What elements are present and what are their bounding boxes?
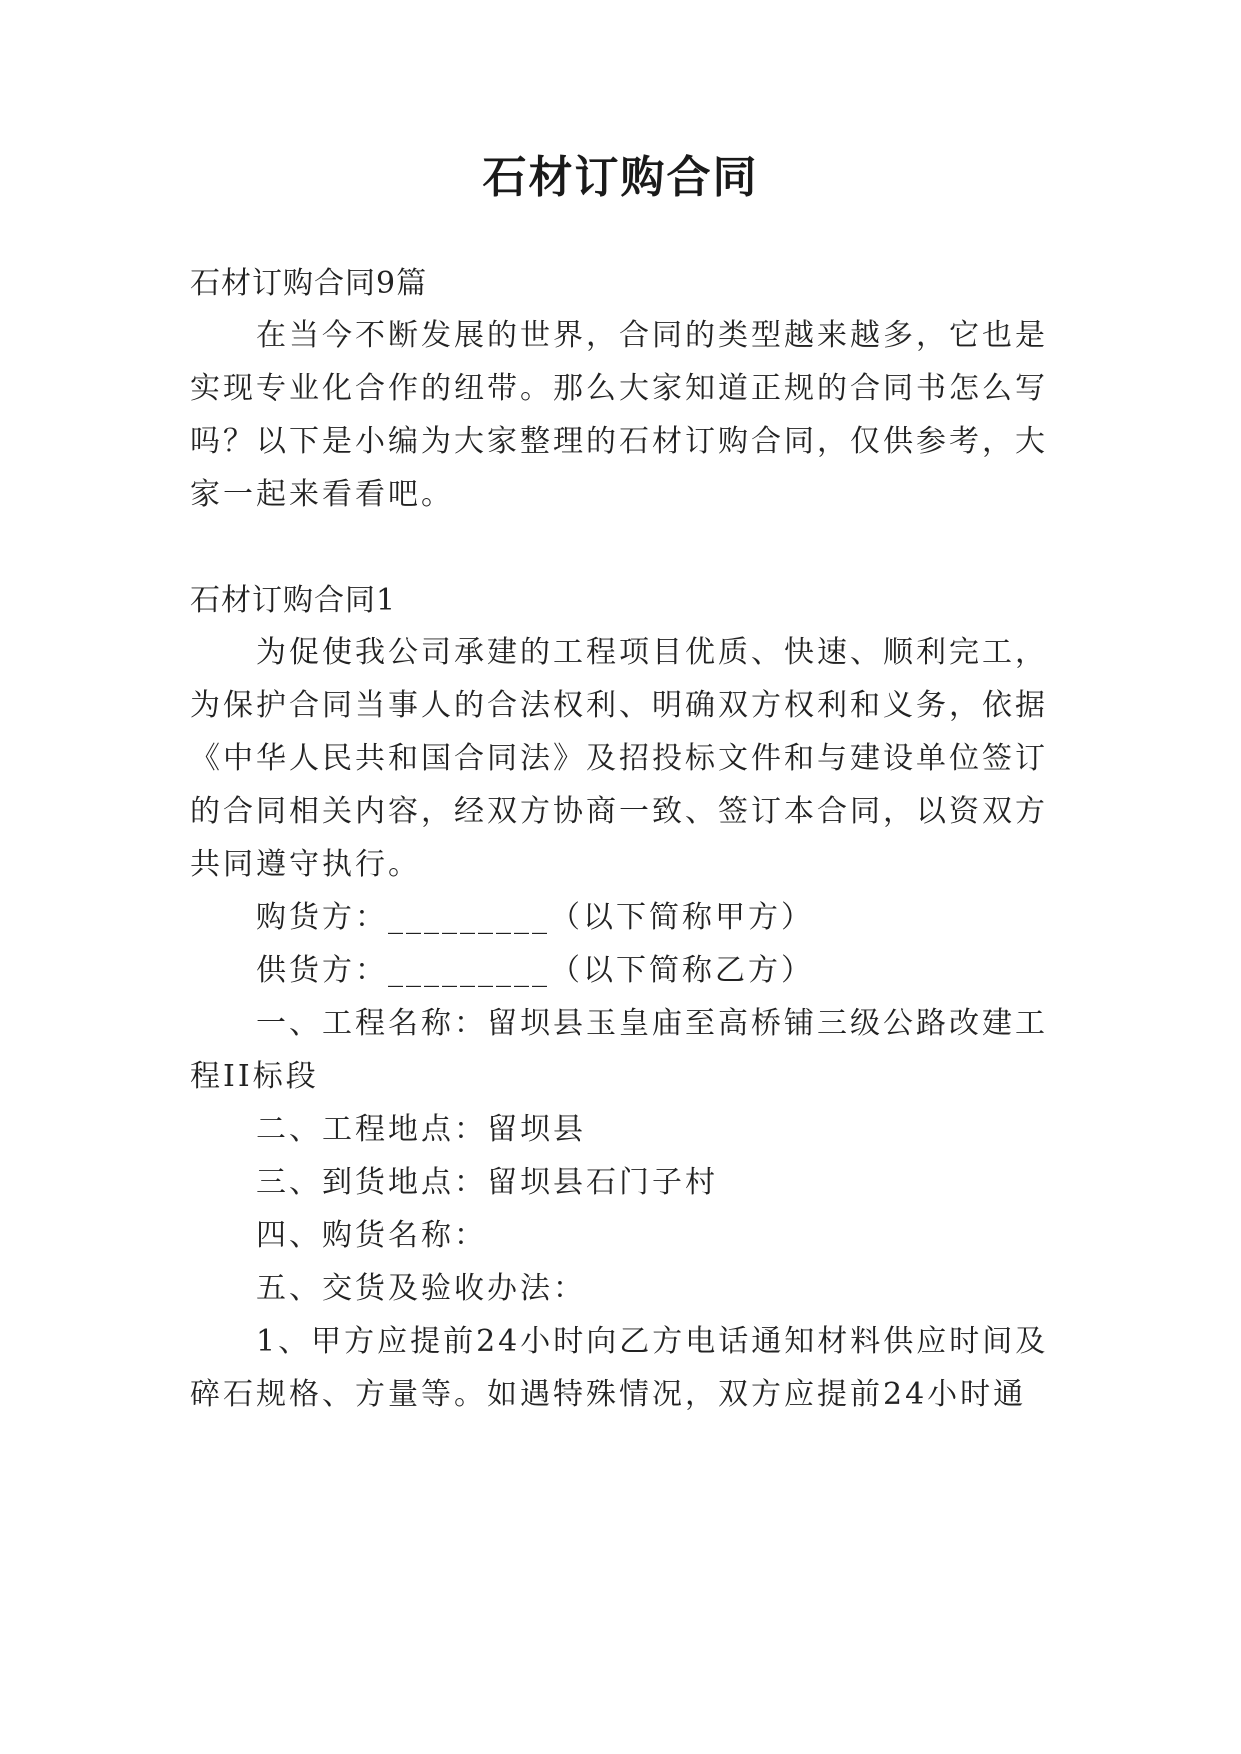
- intro-paragraph-line: 实现专业化合作的纽带。那么大家知道正规的合同书怎么写: [190, 371, 1048, 406]
- project-name-line: 一、工程名称：留坝县玉皇庙至高桥铺三级公路改建工: [256, 1006, 1048, 1041]
- intro-paragraph-line: 吗？以下是小编为大家整理的石材订购合同，仅供参考，大: [190, 424, 1048, 459]
- body-paragraph-line: 的合同相关内容，经双方协商一致、签订本合同，以资双方: [190, 794, 1048, 829]
- document-title: 石材订购合同: [482, 152, 759, 203]
- body-paragraph-line: 共同遵守执行。: [190, 847, 421, 882]
- clause-line: 碎石规格、方量等。如遇特殊情况，双方应提前24小时通: [190, 1377, 1027, 1412]
- buyer-line: 购货方：_________（以下简称甲方）: [256, 900, 814, 935]
- intro-paragraph-line: 家一起来看看吧。: [190, 477, 454, 512]
- project-location-line: 二、工程地点：留坝县: [256, 1112, 586, 1147]
- intro-paragraph-line: 在当今不断发展的世界，合同的类型越来越多，它也是: [256, 318, 1048, 353]
- body-paragraph-line: 《中华人民共和国合同法》及招投标文件和与建设单位签订: [190, 741, 1048, 776]
- supplier-line: 供货方：_________（以下简称乙方）: [256, 953, 814, 988]
- body-paragraph-line: 为促使我公司承建的工程项目优质、快速、顺利完工，: [256, 635, 1048, 670]
- clause-line: 1、甲方应提前24小时向乙方电话通知材料供应时间及: [256, 1324, 1049, 1359]
- section-heading: 石材订购合同1: [190, 583, 397, 618]
- project-name-line: 程II标段: [190, 1059, 319, 1094]
- goods-name-line: 四、购货名称：: [256, 1218, 487, 1253]
- body-paragraph-line: 为保护合同当事人的合法权利、明确双方权利和义务，依据: [190, 688, 1048, 723]
- delivery-location-line: 三、到货地点：留坝县石门子村: [256, 1165, 718, 1200]
- delivery-acceptance-heading: 五、交货及验收办法：: [256, 1271, 586, 1306]
- document-subtitle: 石材订购合同9篇: [190, 266, 428, 301]
